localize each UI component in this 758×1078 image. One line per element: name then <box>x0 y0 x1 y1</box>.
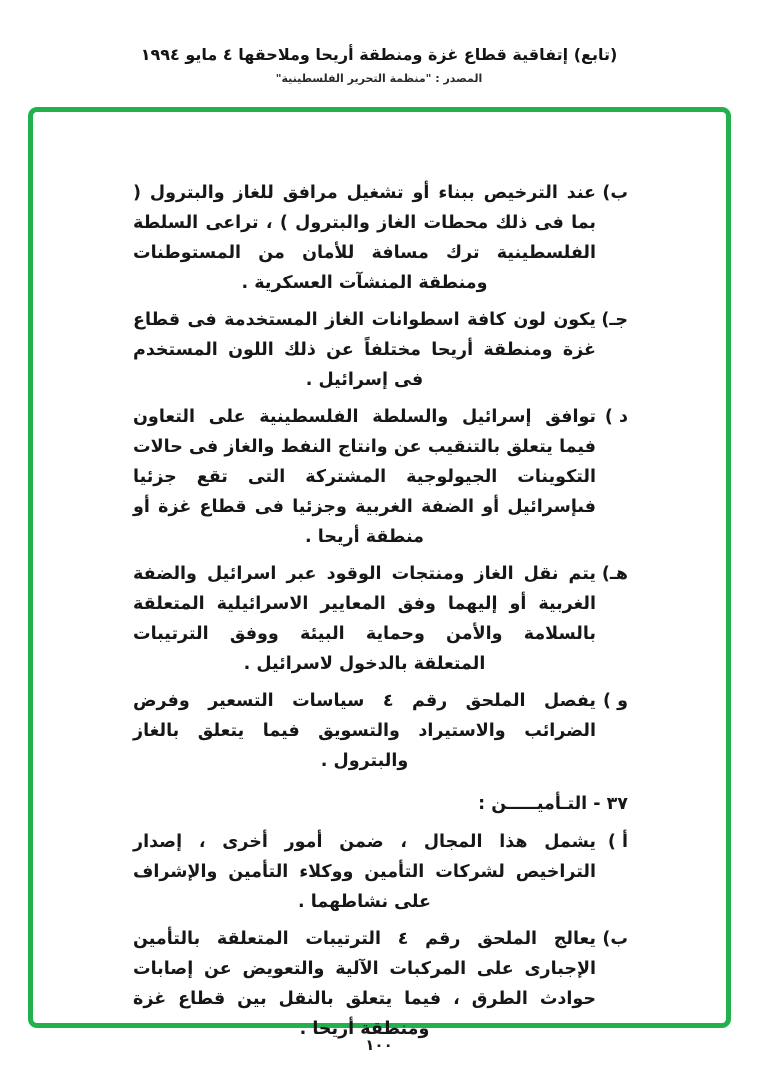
clause-text: يشمل هذا المجال ، ضمن أمور أخرى ، إصدار التراخيص لشركات التأمين ووكلاء التأمين والإشراف على نشاطهما . <box>133 832 596 912</box>
clause-marker: هـ) <box>601 564 628 584</box>
clause-marker: د ) <box>604 407 628 427</box>
clause-text: يتم نقل الغاز ومنتجات الوقود عبر اسرائيل والضفة الغربية أو إليهما وفق المعايير الاسرائيلية المتعلقة بالسلامة والأمن وحماية البيئة ووفق الترتيبات المتعلقة بالدخول لاسرائيل . <box>133 564 596 674</box>
clause-fuel-j <box>133 305 628 395</box>
clause-marker: ب) <box>602 183 628 203</box>
clause-text: توافق إسرائيل والسلطة الفلسطينية على التعاون فيما يتعلق بالتنقيب عن وانتاج النفط والغاز فى حالات التكوينات الجيولوجية المشتركة التى تقع جزئيا فىإسرائيل أو الضفة الغربية وجزئيا فى قطاع غزة أو منطقة أريحا . <box>133 407 596 547</box>
clause-marker: ب) <box>602 929 628 949</box>
document-body <box>133 178 628 1051</box>
page-number: ١٠٠ <box>365 1036 393 1054</box>
clause-text: يكون لون كافة اسطوانات الغاز المستخدمة فى قطاع غزة ومنطقة أريحا مختلفاً عن ذلك اللون المستخدم فى إسرائيل . <box>133 310 596 390</box>
clause-fuel-b <box>133 178 628 298</box>
clause-text: يفصل الملحق رقم ٤ سياسات التسعير وفرض الضرائب والاستيراد والتسويق فيما يتعلق بالغاز والبترول . <box>133 691 596 771</box>
clause-insurance-a <box>133 827 628 917</box>
clause-marker: أ ) <box>607 832 628 852</box>
clause-fuel-h <box>133 559 628 679</box>
document-source-line: المصدر : "منظمة التحرير الفلسطينية" <box>275 72 483 85</box>
clause-fuel-d <box>133 402 628 552</box>
clause-marker: جـ) <box>601 310 628 330</box>
document-header <box>0 44 758 85</box>
green-border-frame <box>28 107 731 1039</box>
document-title: (تابع) إتفاقية قطاع غزة ومنطقة أريحا وملاحقها ٤ مايو ١٩٩٤ <box>140 45 618 64</box>
clause-text: يعالج الملحق رقم ٤ الترتيبات المتعلقة بالتأمين الإجبارى على المركبات الآلية والتعويض عن إصابات حوادث الطرق ، فيما يتعلق بالنقل بين قطاع غزة ومنطقة أريحا . <box>133 929 596 1039</box>
clause-insurance-b <box>133 924 628 1044</box>
clause-marker: و ) <box>603 691 628 711</box>
section-heading-insurance: ٣٧ - التـأميـــــن : <box>478 794 628 814</box>
clause-text: عند الترخيص ببناء أو تشغيل مرافق للغاز والبترول ( بما فى ذلك محطات الغاز والبترول ) ، تراعى السلطة الفلسطينية ترك مسافة للأمان من المستوطنات ومنطقة المنشآت العسكرية . <box>133 183 596 293</box>
clause-fuel-w <box>133 686 628 776</box>
